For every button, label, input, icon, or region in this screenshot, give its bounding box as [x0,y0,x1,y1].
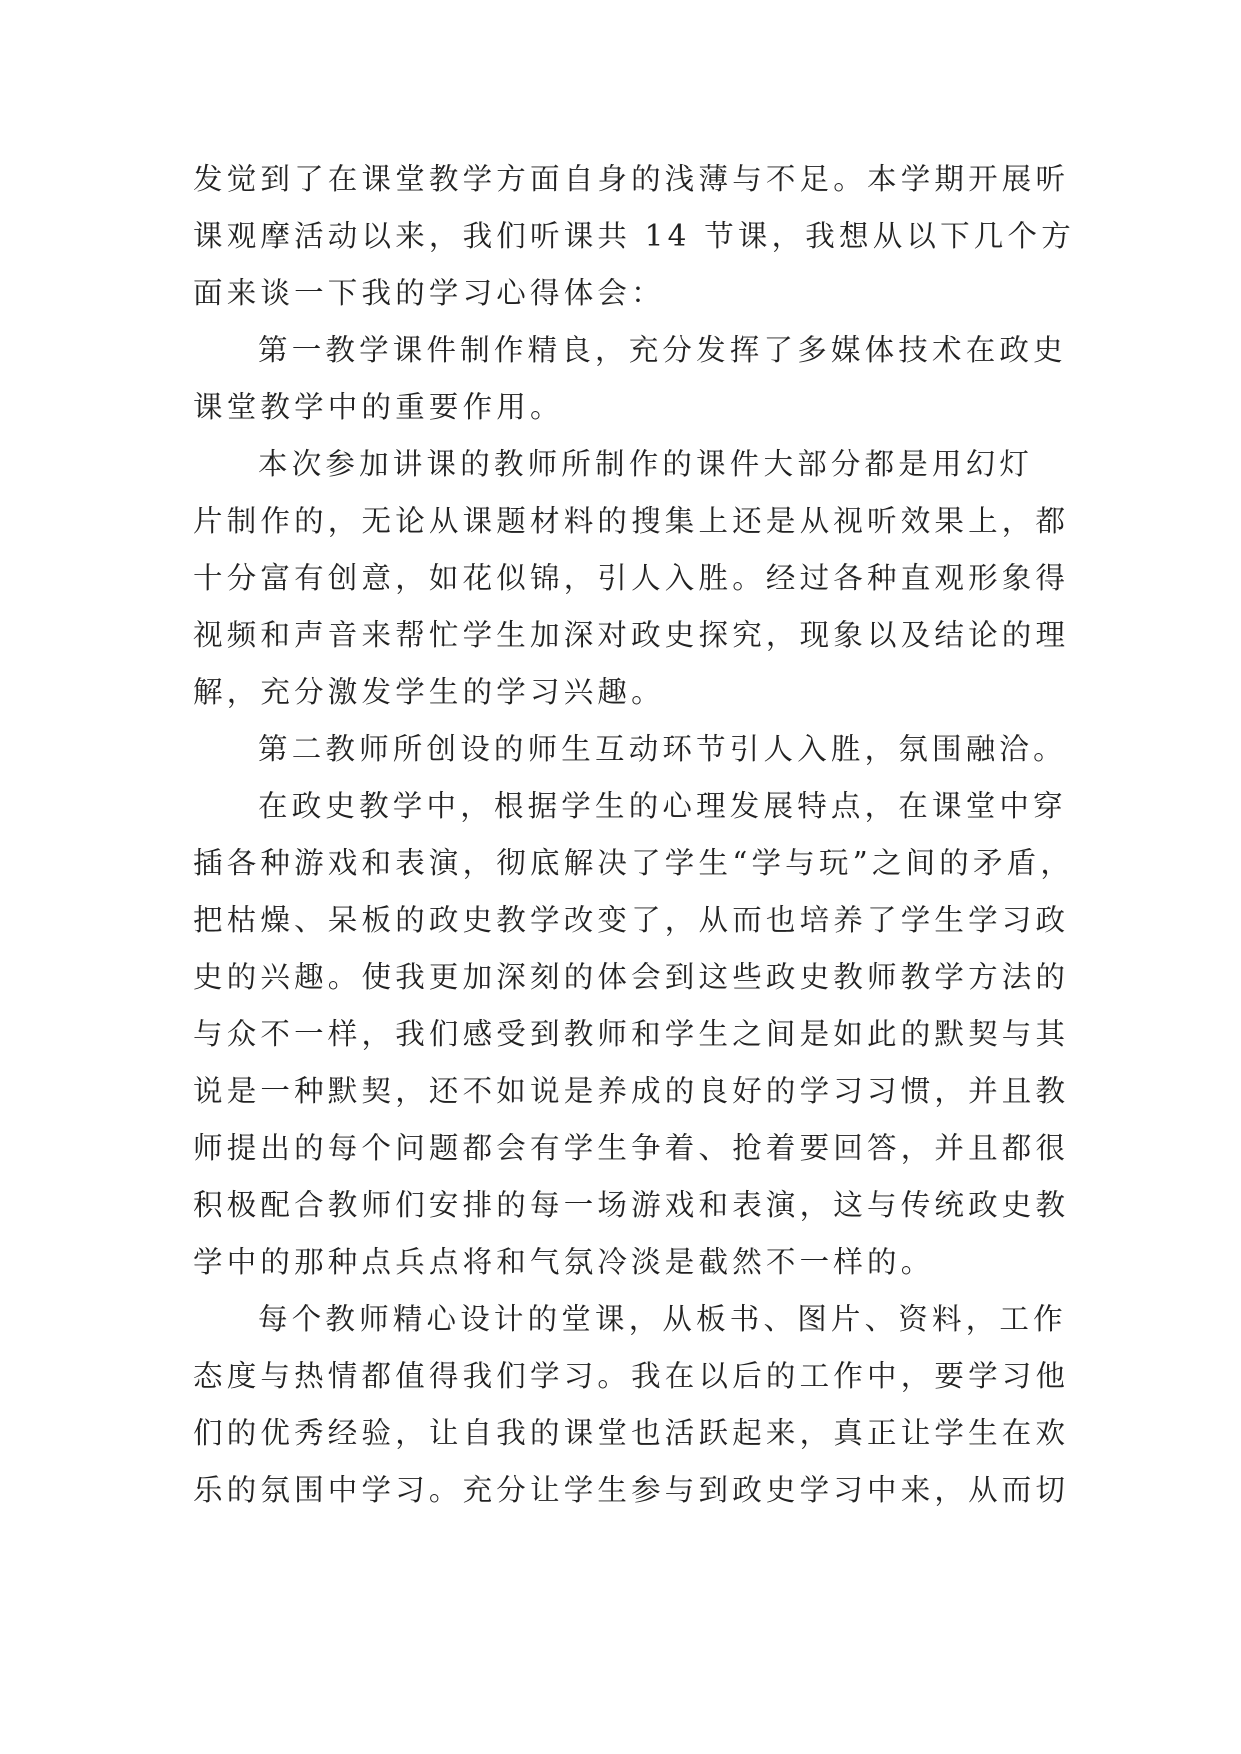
paragraph-line: 本次参加讲课的教师所制作的课件大部分都是用幻灯 [258,447,1034,481]
paragraph-line: 插各种游戏和表演，彻底解决了学生“学与玩”之间的矛盾， [193,846,1075,880]
paragraph-line: 史的兴趣。使我更加深刻的体会到这些政史教师教学方法的 [193,960,1070,994]
paragraph-line: 解，充分激发学生的学习兴趣。 [193,675,665,709]
paragraph-line: 学中的那种点兵点将和气氛冷淡是截然不一样的。 [193,1245,935,1279]
paragraph-line: 第一教学课件制作精良，充分发挥了多媒体技术在政史 [258,333,1067,367]
paragraph-line: 把枯燥、呆板的政史教学改变了，从而也培养了学生学习政 [193,903,1070,937]
paragraph-line: 们的优秀经验，让自我的课堂也活跃起来，真正让学生在欢 [193,1416,1070,1450]
paragraph-line: 视频和声音来帮忙学生加深对政史探究，现象以及结论的理 [193,618,1070,652]
paragraph-line: 师提出的每个问题都会有学生争着、抢着要回答，并且都很 [193,1131,1070,1165]
paragraph-line: 课观摩活动以来，我们听课共 14 节课，我想从以下几个方 [193,219,1075,253]
paragraph-line: 乐的氛围中学习。充分让学生参与到政史学习中来，从而切 [193,1473,1070,1507]
paragraph-line: 态度与热情都值得我们学习。我在以后的工作中，要学习他 [193,1359,1070,1393]
paragraph-line: 说是一种默契，还不如说是养成的良好的学习习惯，并且教 [193,1074,1070,1108]
paragraph-line: 在政史教学中，根据学生的心理发展特点，在课堂中穿 [258,789,1067,823]
paragraph-line: 与众不一样，我们感受到教师和学生之间是如此的默契与其 [193,1017,1070,1051]
paragraph-line: 课堂教学中的重要作用。 [193,390,564,424]
paragraph-line: 每个教师精心设计的堂课，从板书、图片、资料，工作 [258,1302,1067,1336]
paragraph-line: 十分富有创意，如花似锦，引人入胜。经过各种直观形象得 [193,561,1070,595]
paragraph-line: 第二教师所创设的师生互动环节引人入胜，氛围融洽。 [258,732,1067,766]
paragraph-line: 片制作的，无论从课题材料的搜集上还是从视听效果上，都 [193,504,1070,538]
paragraph-line: 面来谈一下我的学习心得体会： [193,276,665,310]
paragraph-line: 积极配合教师们安排的每一场游戏和表演，这与传统政史教 [193,1188,1070,1222]
paragraph-line: 发觉到了在课堂教学方面自身的浅薄与不足。本学期开展听 [193,162,1070,196]
